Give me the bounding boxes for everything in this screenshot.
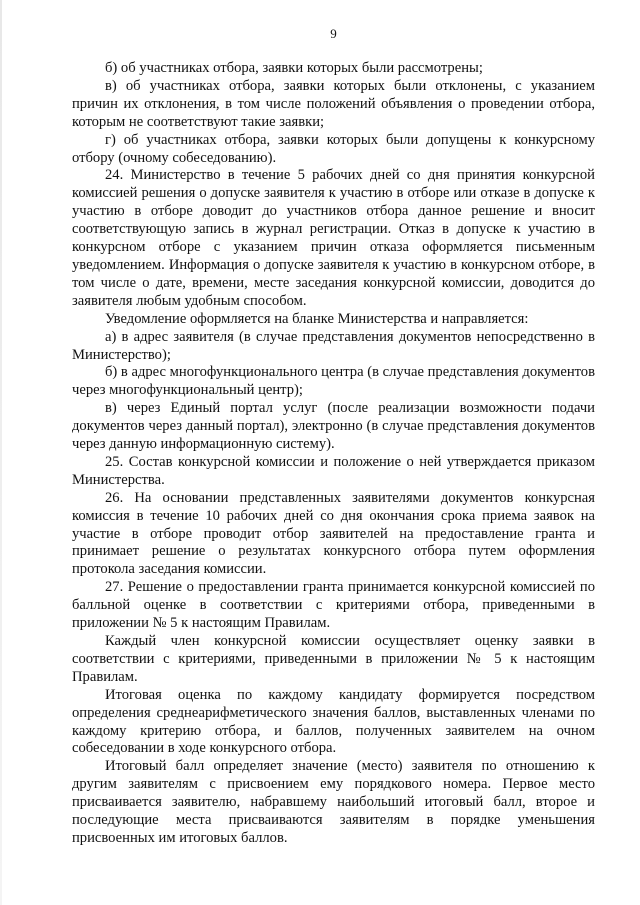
paragraph-notification-intro: Уведомление оформляется на бланке Министерства и направляется: [105, 310, 529, 327]
paragraph-notification-v: в) через Единый портал услуг (после реализации возможности подачи документов через данный портал), электронно (в случае представления документов через данную информационную систему). [72, 400, 595, 453]
paragraph-item-b-reviewed: б) об участниках отбора, заявки которых были рассмотрены; [105, 60, 483, 76]
paragraph-final-score: Итоговая оценка по каждому кандидату формируется посредством определения среднеарифметического значения баллов, выставленных членами по каждому критерию отбора, и баллов, полученных заявителем на очном собеседовании в ходе конкурсного отбора. [72, 686, 595, 757]
paragraph-ranking: Итоговый балл определяет значение (место) заявителя по отношению к другим заявителям с присвоением ему порядкового номера. Первое место присваивается заявителю, набравшему наибольший итоговый балл, второе и последующие места присваиваются заявителям в порядке уменьшения присвоенных им итоговых баллов. [72, 758, 595, 846]
page-number: 9 [330, 26, 337, 41]
paragraph-notification-a: а) в адрес заявителя (в случае представления документов непосредственно в Министерство); [72, 328, 595, 363]
paragraph-item-v-rejected: в) об участниках отбора, заявки которых были отклонены, с указанием причин их отклонения, в том числе положений объявления о проведении отбора, которым не соответствуют такие заявки; [72, 77, 595, 130]
paragraph-clause-27: 27. Решение о предоставлении гранта принимается конкурсной комиссией по балльной оценке в соответствии с критериями отбора, приведенными в приложении № 5 к настоящим Правилам. [72, 579, 595, 632]
paragraph-clause-24: 24. Министерство в течение 5 рабочих дней со дня принятия конкурсной комиссией решения о допуске заявителя к участию в отборе или отказе в допуске к участию в отборе доводит до участников отбора данное решение и вносит соответствующую запись в журнал регистрации. Отказ в допуске к участию в конкурсном отборе с указанием причин отказа оформляется письменным уведомлением. Информация о допуске заявителя к участию в конкурсном отборе, в том числе о дате, времени, месте заседания конкурсной комиссии, доводится до заявителя любым удобным способом. [72, 167, 595, 309]
paragraph-member-evaluation: Каждый член конкурсной комиссии осуществляет оценку заявки в соответствии с критериями, приведенными в приложении № 5 к настоящим Правилам. [72, 633, 595, 685]
paragraph-clause-25: 25. Состав конкурсной комиссии и положение о ней утверждается приказом Министерства. [72, 453, 595, 488]
document-page [72, 26, 595, 848]
paragraph-item-g-admitted: г) об участниках отбора, заявки которых были допущены к конкурсному отбору (очному собеседованию). [72, 131, 595, 166]
paragraph-notification-b: б) в адрес многофункционального центра (в случае представления документов через многофункциональный центр); [72, 364, 595, 399]
paragraph-clause-26: 26. На основании представленных заявителями документов конкурсная комиссия в течение 10 рабочих дней со дня окончания срока приема заявок на участие в отборе проводит отбор заявителей на предоставление гранта и принимает решение о результатах конкурсного отбора путем оформления протокола заседания комиссии. [72, 489, 595, 578]
scan-edge [0, 0, 2, 905]
